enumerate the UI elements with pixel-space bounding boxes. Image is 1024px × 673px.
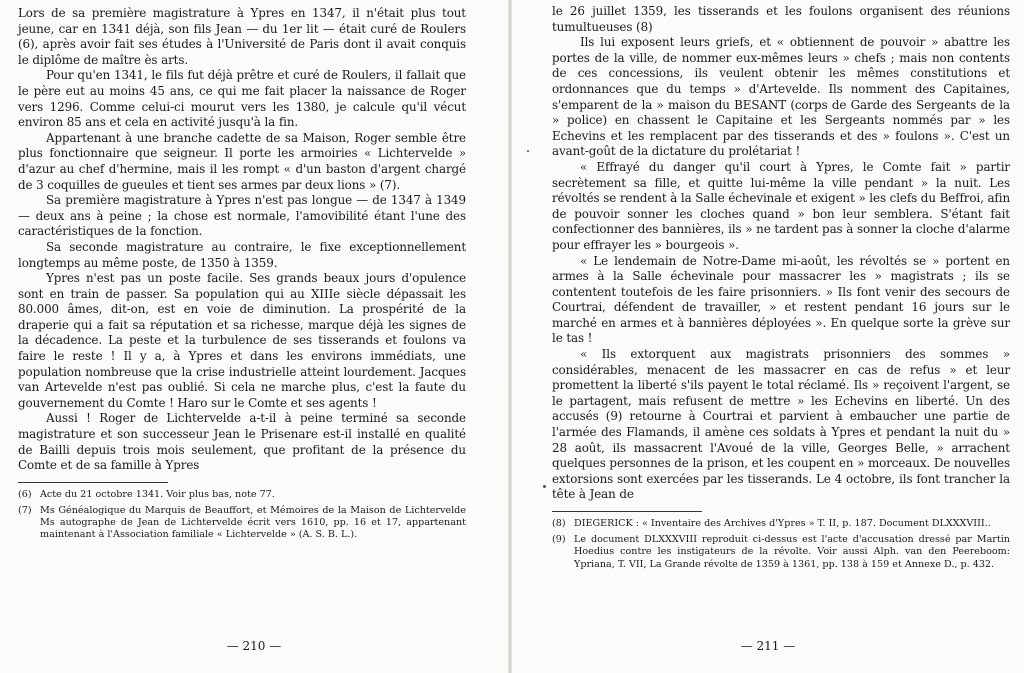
paragraph: « Le lendemain de Notre-Dame mi-août, les révoltés se » portent en armes à la Salle échevinale pour massacrer les » magistrats ; ils se contentent toutefois de les faire prisonniers. » Ils font venir des secours de Courtrai, défendent de travailler, » et restent pendant 16 jours sur le marché en armes et à bannières déployées ». En quelque sorte la grève sur le tas !	[552, 253, 1010, 346]
left-footnotes	[18, 489, 466, 542]
footnote-rule	[552, 511, 702, 512]
paragraph: « Effrayé du danger qu'il court à Ypres, le Comte fait » partir secrètement sa fille, et quitte lui-même la ville pendant » la nuit. Les révoltés se rendent à la Salle échevinale et exigent » les clefs du Beffroi, afin de pouvoir sonner les cloches quand » bon leur semblera. S'étant fait confectionner des bannières, ils » ne tardent pas à sonner la cloche d'alarme pour effrayer les » bourgeois ».	[552, 159, 1010, 252]
paragraph: Ils lui exposent leurs griefs, et « obtiennent de pouvoir » abattre les portes de la ville, de nommer eux-mêmes leurs » chefs ; mais non contents de ces concessions, ils veulent obtenir les mêmes constitutions et ordonnances que du temps » d'Artevelde. Ils nomment des Capitaines, s'emparent de la » maison du BESANT (corps de Garde des Sergeants de la » police) en chassent le Capitaine et les Sergeants nommés par » les Echevins et les remplacent par des tisserands et des » foulons ». C'est un avant-goût de la dictature du prolétariat !	[552, 35, 1010, 159]
paragraph: Sa seconde magistrature au contraire, le fixe exceptionnellement longtemps au même poste, de 1350 à 1359.	[18, 239, 466, 270]
footnote-number: (8)	[552, 518, 566, 529]
right-page	[512, 0, 1024, 673]
paragraph: « Ils extorquent aux magistrats prisonniers des sommes » considérables, menacent de les massacrer en cas de refus » et leur promettent la liberté s'ils payent le total réclamé. Ils » reçoivent l'argent, se le partagent, mais refusent de mettre » les Echevins en liberté. Un des accusés (9) retourne à Courtrai et parvient à embaucher une partie de l'armée des Flamands, il amène ces soldats à Ypres et pendant la nuit du » 28 août, ils massacrent l'Avoué de la ville, Georges Belle, » arrachent quelques personnes de la prison, et les coupent en » morceaux. De nouvelles extorsions sont exercées par les tisserands. Le 4 octobre, ils font trancher la tête à Jean de	[552, 347, 1010, 502]
left-page	[0, 0, 508, 673]
paragraph: Appartenant à une branche cadette de sa Maison, Roger semble être plus fonctionnaire que seigneur. Il porte les armoiries « Lichtervelde » d'azur au chef d'hermine, mais il les rompt « d'un baston d'argent chargé de 3 coquilles de gueules et tient ses armes par deux lions » (7).	[18, 130, 466, 192]
paragraph: Pour qu'en 1341, le fils fut déjà prêtre et curé de Roulers, il fallait que le père eut au moins 45 ans, ce qui me fait placer la naissance de Roger vers 1296. Comme celui-ci mourut vers les 1380, je calcule qu'il vécut environ 85 ans et cela en activité jusqu'à la fin.	[18, 68, 466, 130]
scan-speck	[527, 150, 529, 152]
page-number: — 211 —	[740, 639, 796, 653]
footnote-text: Ms Généalogique du Marquis de Beauffort, et Mémoires de la Maison de Lichtervelde Ms autographe de Jean de Lichtervelde écrit vers 1610, pp. 16 et 17, appartenant maintenant à l'Association familiale « Lichtervelde » (A. S. B. L.).	[40, 505, 466, 541]
paragraph: Lors de sa première magistrature à Ypres en 1347, il n'était plus tout jeune, car en 1341 déjà, son fils Jean — du 1er lit — était curé de Roulers (6), après avoir fait ses études à l'Université de Paris dont il avait conquis le diplôme de maître ès arts.	[18, 6, 466, 67]
right-footnotes	[552, 518, 1010, 571]
footnote	[552, 534, 1010, 571]
footnote	[18, 489, 466, 501]
paragraph: Ypres n'est pas un poste facile. Ses grands beaux jours d'opulence sont en train de passer. Sa population qui au XIIIe siècle dépassait les 80.000 âmes, dit-on, est en voie de diminution. La prospérité de la draperie qui a fait sa réputation et sa richesse, marque déjà les signes de la décadence. La peste et la turbulence de ses tisserands et foulons va faire le reste ! Il y a, à Ypres et dans les environs immédiats, une population nombreuse que la crise industrielle atteint lourdement. Jacques van Artevelde n'est pas oublié. Si cela ne marche plus, c'est la faute du gouvernement du Comte ! Haro sur le Comte et ses agents !	[18, 271, 466, 410]
footnote-rule	[18, 482, 168, 483]
footnote	[18, 505, 466, 542]
paragraph: Sa première magistrature à Ypres n'est pas longue — de 1347 à 1349 — deux ans à peine ; la chose est normale, l'amovibilité étant l'une des caractéristiques de la fonction.	[18, 193, 466, 239]
paragraph: le 26 juillet 1359, les tisserands et les foulons organisent des réunions tumultueuses (8)	[552, 4, 1010, 34]
footnote-text: DIEGERICK : « Inventaire des Archives d'Ypres » T. II, p. 187. Document DLXXXVIII..	[574, 518, 991, 529]
footnote-number: (7)	[18, 505, 32, 517]
footnote-number: (9)	[552, 534, 566, 546]
right-page-body	[552, 0, 1010, 503]
paragraph: Aussi ! Roger de Lichtervelde a-t-il à peine terminé sa seconde magistrature et son successeur Jean le Prisenare est-il installé en qualité de Bailli depuis trois mois seulement, que profitant de la présence du Comte et de sa famille à Ypres	[18, 411, 466, 473]
footnote-text: Le document DLXXXVIII reproduit ci-dessus est l'acte d'accusation dressé par Martin Hoedius contre les instigateurs de la révolte. Voir aussi Alph. van den Peereboom: Ypriana, T. VII, La Grande révolte de 1359 à 1361, pp. 138 à 159 et Annexe D., p. 432.	[574, 534, 1010, 570]
footnote-number: (6)	[18, 488, 32, 500]
scan-speck	[543, 485, 546, 488]
footnote	[552, 518, 1010, 530]
footnote-text: Acte du 21 octobre 1341. Voir plus bas, note 77.	[40, 488, 275, 500]
page-number: — 210 —	[226, 639, 282, 653]
left-page-body	[18, 0, 466, 474]
